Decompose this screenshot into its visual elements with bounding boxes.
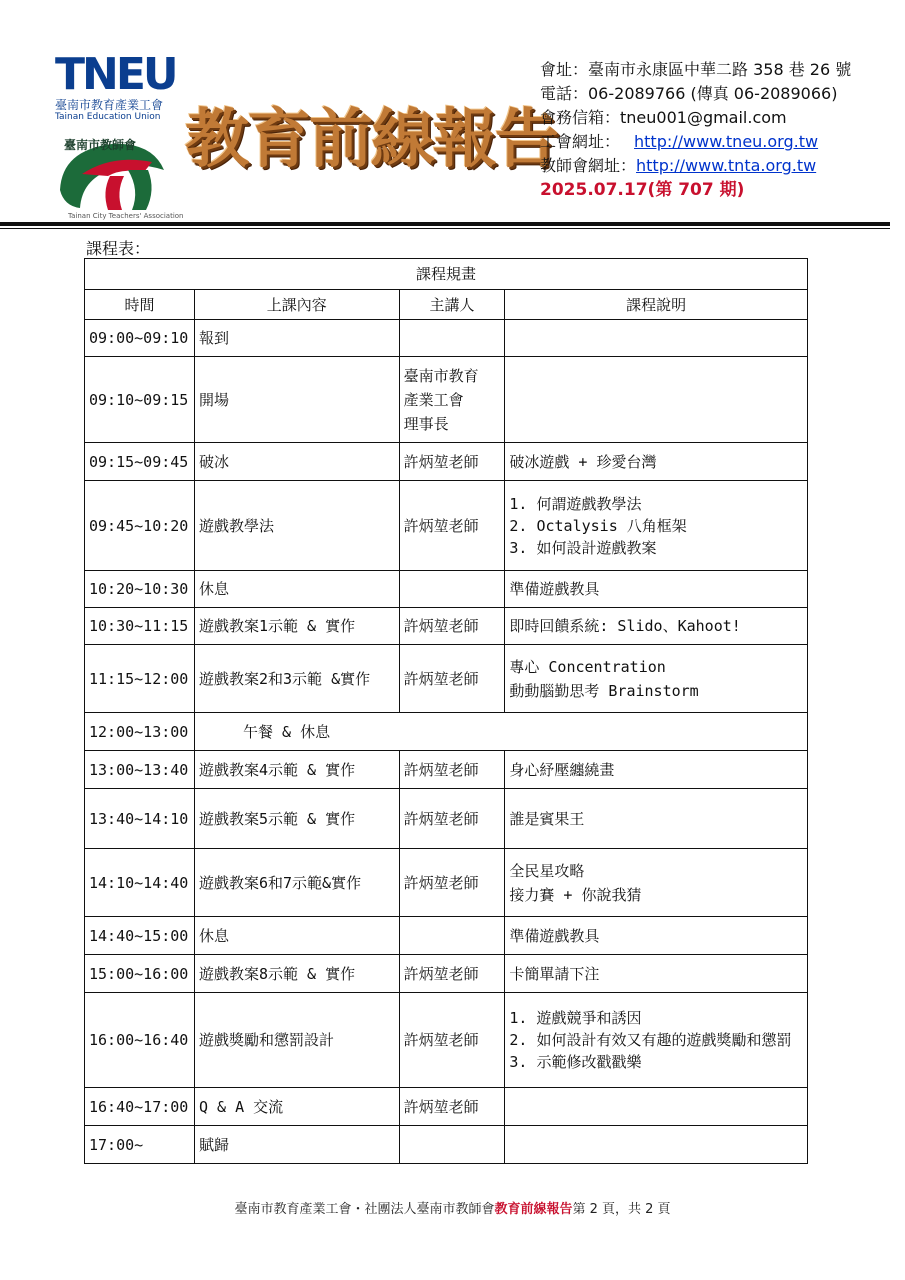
speaker-line: 許炳堃老師 (403, 452, 479, 471)
email: 會務信箱：tneu001@gmail.com (540, 108, 787, 127)
cell-speaker (399, 789, 505, 849)
description-line: 即時回饋系統: Slido、Kahoot! (509, 617, 741, 635)
table-row (85, 320, 808, 357)
description-line: 2. 如何設計有效又有趣的遊戲獎勵和懲罰 (509, 1031, 792, 1049)
logo-cn: 臺南市教育產業工會 (55, 98, 164, 112)
table-row (85, 789, 808, 849)
description-line: 3. 如何設計遊戲教案 (509, 538, 657, 557)
cell-speaker (399, 1126, 505, 1164)
header-speaker: 主講人 (399, 290, 505, 320)
logo-text-a: TN (55, 49, 116, 100)
cell-content: 休息 (194, 917, 399, 955)
cell-content: 遊戲獎勵和懲罰設計 (194, 993, 399, 1088)
cell-description (505, 443, 808, 481)
cell-content: 午餐 & 休息 (194, 713, 807, 751)
speaker-line: 許炳堃老師 (403, 873, 479, 892)
header-time: 時間 (85, 290, 195, 320)
schedule-label: 課程表： (86, 239, 151, 258)
speaker-line: 許炳堃老師 (403, 516, 479, 535)
phone: 電話：06-2089766 (傳真 06-2089066) (540, 84, 838, 103)
teacher-site-label: 教師會網址： (540, 156, 637, 175)
issue-date: 2025.07.17(第 707 期) (540, 180, 745, 200)
cell-content: 賦歸 (194, 1126, 399, 1164)
speaker-line: 理事長 (403, 414, 449, 433)
cell-time: 10:30~11:15 (85, 608, 195, 645)
cell-content: Q & A 交流 (194, 1088, 399, 1126)
cell-time: 09:10~09:15 (85, 357, 195, 443)
header-rule-thick (0, 222, 890, 226)
table-row (85, 751, 808, 789)
cell-speaker (399, 357, 505, 443)
header-description: 課程說明 (505, 290, 808, 320)
cell-speaker (399, 1088, 505, 1126)
description-line: 準備遊戲教具 (509, 926, 600, 945)
cell-description (505, 608, 808, 645)
cell-speaker (399, 955, 505, 993)
cell-content: 遊戲教案8示範 & 實作 (194, 955, 399, 993)
cell-description (505, 789, 808, 849)
description-line: 1. 遊戲競爭和誘因 (509, 1009, 642, 1027)
cell-time: 14:40~15:00 (85, 917, 195, 955)
cell-description (505, 751, 808, 789)
cell-description (505, 1088, 808, 1126)
speaker-line: 許炳堃老師 (403, 1097, 479, 1116)
cell-speaker (399, 993, 505, 1088)
cell-description (505, 993, 808, 1088)
letterhead (0, 0, 905, 230)
description-line: 卡簡單請下注 (509, 964, 600, 983)
cell-time: 17:00~ (85, 1126, 195, 1164)
table-row (85, 481, 808, 571)
cell-content: 休息 (194, 571, 399, 608)
cell-content: 遊戲教案2和3示範 &實作 (194, 645, 399, 713)
table-row (85, 955, 808, 993)
table-row (85, 357, 808, 443)
cell-speaker (399, 320, 505, 357)
cell-content: 遊戲教案4示範 & 實作 (194, 751, 399, 789)
schedule-table (84, 258, 808, 1164)
description-line: 準備遊戲教具 (509, 580, 600, 598)
table-row (85, 645, 808, 713)
page-footer (0, 1198, 905, 1217)
cell-time: 09:00~09:10 (85, 320, 195, 357)
table-row (85, 917, 808, 955)
description-line: 動動腦勤思考 Brainstorm (509, 681, 699, 700)
table-row (85, 608, 808, 645)
cell-speaker (399, 645, 505, 713)
table-row (85, 849, 808, 917)
cell-content: 遊戲教學法 (194, 481, 399, 571)
teacher-site-link[interactable]: http://www.tnta.org.tw (636, 156, 817, 175)
description-line: 誰是賓果王 (509, 809, 585, 828)
speaker-line: 許炳堃老師 (403, 1031, 479, 1049)
union-site-label: 工會網址： (540, 132, 621, 151)
cell-speaker (399, 849, 505, 917)
cell-description (505, 481, 808, 571)
cell-description (505, 357, 808, 443)
cell-time: 11:15~12:00 (85, 645, 195, 713)
description-line: 專心 Concentration (509, 657, 666, 676)
table-caption: 課程規畫 (85, 259, 808, 290)
cell-time: 10:20~10:30 (85, 571, 195, 608)
description-line: 身心紓壓纏繞畫 (509, 760, 615, 779)
cell-time: 09:45~10:20 (85, 481, 195, 571)
cell-time: 13:40~14:10 (85, 789, 195, 849)
seal-text: 臺南市教師會 (64, 138, 137, 152)
speaker-line: 許炳堃老師 (403, 617, 479, 635)
description-line: 2. Octalysis 八角框架 (509, 516, 687, 535)
description-line: 1. 何謂遊戲教學法 (509, 494, 642, 513)
cell-content: 開場 (194, 357, 399, 443)
cell-speaker (399, 443, 505, 481)
speaker-line: 許炳堃老師 (403, 760, 479, 779)
tneu-logo (55, 49, 176, 123)
cell-time: 14:10~14:40 (85, 849, 195, 917)
cell-content: 遊戲教案1示範 & 實作 (194, 608, 399, 645)
table-row (85, 713, 808, 751)
speaker-line: 許炳堃老師 (403, 964, 479, 983)
cell-time: 16:00~16:40 (85, 993, 195, 1088)
speaker-line: 許炳堃老師 (403, 809, 479, 828)
cell-content: 遊戲教案5示範 & 實作 (194, 789, 399, 849)
cell-speaker (399, 751, 505, 789)
cell-description (505, 955, 808, 993)
description-line: 接力賽 + 你說我猜 (509, 885, 642, 904)
cell-time: 16:40~17:00 (85, 1088, 195, 1126)
footer-highlight: 教育前線報告 (494, 1202, 573, 1217)
table-row (85, 993, 808, 1088)
description-line: 3. 示範修改戳戳樂 (509, 1053, 642, 1071)
logo-text-b: EU (115, 49, 176, 100)
cell-content: 遊戲教案6和7示範&實作 (194, 849, 399, 917)
header-content: 上課內容 (194, 290, 399, 320)
cell-speaker (399, 917, 505, 955)
header-rule-thin (0, 228, 890, 229)
cell-description (505, 1126, 808, 1164)
table-row (85, 1088, 808, 1126)
description-line: 全民星攻略 (509, 861, 585, 880)
address: 會址：臺南市永康區中華二路 358 巷 26 號 (540, 60, 852, 79)
cell-time: 15:00~16:00 (85, 955, 195, 993)
table-row (85, 1126, 808, 1164)
cell-time: 12:00~13:00 (85, 713, 195, 751)
footer-prefix: 臺南市教育產業工會・社團法人臺南市教師會 (234, 1202, 495, 1217)
cell-description (505, 645, 808, 713)
cell-speaker (399, 481, 505, 571)
cell-content: 破冰 (194, 443, 399, 481)
cell-description (505, 320, 808, 357)
table-row (85, 443, 808, 481)
cell-speaker (399, 608, 505, 645)
cell-description (505, 849, 808, 917)
cell-description (505, 917, 808, 955)
cell-time: 13:00~13:40 (85, 751, 195, 789)
contact-info (540, 58, 851, 202)
speaker-line: 臺南市教育 (403, 366, 479, 385)
publication-title: 教育前線報告 (185, 102, 557, 177)
cell-description (505, 571, 808, 608)
seal-caption: Tainan City Teachers' Association (68, 212, 184, 220)
speaker-line: 產業工會 (403, 390, 464, 409)
teachers-association-seal (52, 130, 184, 222)
cell-content: 報到 (194, 320, 399, 357)
description-line: 破冰遊戲 + 珍愛台灣 (509, 452, 657, 471)
union-site-link[interactable]: http://www.tneu.org.tw (634, 132, 819, 151)
speaker-line: 許炳堃老師 (403, 669, 479, 688)
logo-en: Tainan Education Union (55, 112, 161, 122)
cell-speaker (399, 571, 505, 608)
table-row (85, 571, 808, 608)
footer-page: 第 2 頁，共 2 頁 (572, 1202, 671, 1217)
cell-time: 09:15~09:45 (85, 443, 195, 481)
